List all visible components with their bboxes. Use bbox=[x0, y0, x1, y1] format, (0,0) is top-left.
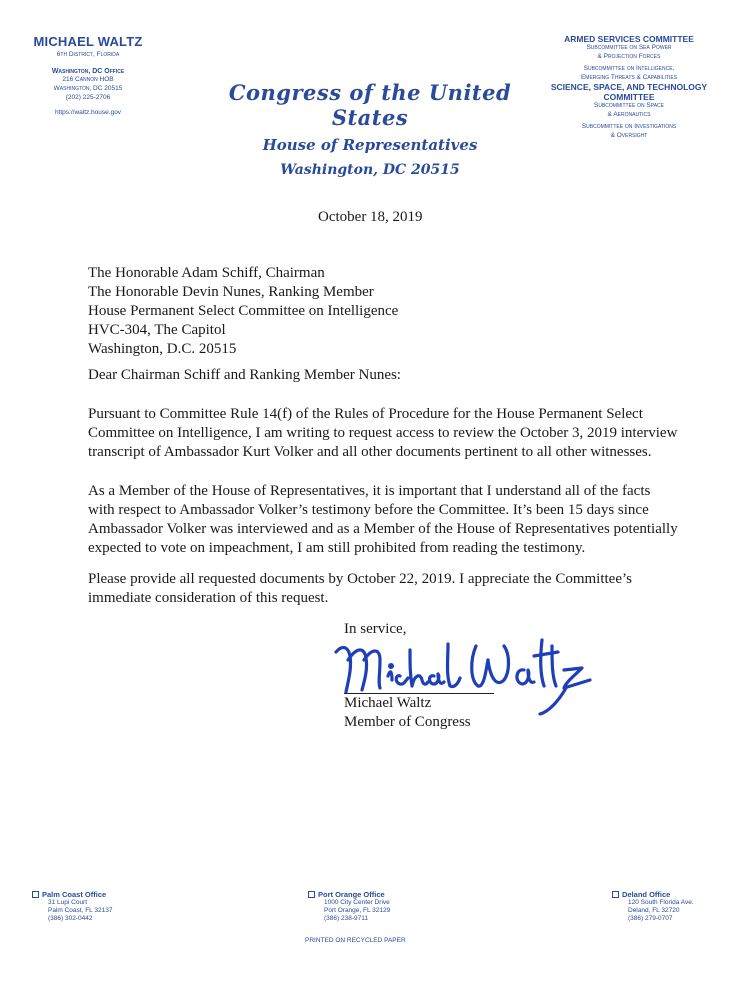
congress-letterhead bbox=[200, 80, 540, 178]
office-line: Deland, FL 32720 bbox=[628, 907, 680, 914]
office-line: 1000 City Center Drive bbox=[324, 899, 390, 906]
member-letterhead bbox=[28, 34, 148, 116]
committee-science-cont: COMMITTEE bbox=[603, 92, 655, 102]
subcommittee-line: Subcommittee on Sea Power bbox=[586, 44, 672, 51]
subcommittee-line: Emerging Threats & Capabilities bbox=[580, 73, 678, 81]
subcommittee-line: & Projection Forces bbox=[597, 52, 661, 60]
office-name: Deland Office bbox=[622, 890, 671, 899]
dc-office-title: Washington, DC Office bbox=[51, 68, 125, 75]
house-title: House of Representatives bbox=[262, 136, 478, 154]
address-line: House Permanent Select Committee on Intelligence bbox=[88, 303, 399, 319]
closing: In service, bbox=[344, 621, 407, 637]
letter-date: October 18, 2019 bbox=[318, 209, 423, 225]
congress-title: Congress of the United States bbox=[228, 80, 512, 130]
subcommittee-line: & Oversight bbox=[610, 131, 648, 139]
dc-office-line: (202) 225-2706 bbox=[65, 94, 111, 101]
checkbox-icon bbox=[308, 891, 315, 898]
office-name: Palm Coast Office bbox=[42, 890, 107, 899]
signer-title: Member of Congress bbox=[344, 714, 471, 730]
office-line: 120 South Florida Ave. bbox=[628, 899, 694, 906]
recycled-paper-note: PRINTED ON RECYCLED PAPER bbox=[305, 937, 406, 944]
subcommittee-line: Subcommittee on Investigations bbox=[581, 123, 677, 130]
checkbox-icon bbox=[32, 891, 39, 898]
committee-list bbox=[534, 34, 724, 140]
paragraph-deadline: Please provide all requested documents by October 22, 2019. I appreciate the Committee’s immediate consideration of this request. bbox=[88, 571, 633, 606]
signer-name: Michael Waltz bbox=[344, 695, 432, 711]
member-name: MICHAEL WALTZ bbox=[33, 34, 143, 49]
member-district: 6th District, Florida bbox=[56, 51, 120, 58]
office-line: 31 Lupi Court bbox=[48, 899, 88, 906]
washington-title: Washington, DC 20515 bbox=[280, 162, 460, 178]
checkbox-icon bbox=[612, 891, 619, 898]
paragraph-reason: As a Member of the House of Representatives, it is important that I understand all of the facts with respect to Ambassador Volker’s testimony before the Committee. It’s been 15 days since Ambassador Volker was interviewed and as a Member of the House of Representatives potentially expected to vote on impeachment, I am still prohibited from reading the testimony. bbox=[88, 483, 678, 556]
committee-science: SCIENCE, SPACE, AND TECHNOLOGY bbox=[550, 82, 708, 92]
paragraph-request: Pursuant to Committee Rule 14(f) of the Rules of Procedure for the House Permanent Select Committee on Intelligence, I am writing to request access to review the October 3, 2019 interview transcript of Ambassador Kurt Volker and all other documents pertinent to all other witnesses. bbox=[88, 406, 678, 460]
salutation: Dear Chairman Schiff and Ranking Member Nunes: bbox=[88, 367, 401, 383]
inside-address bbox=[88, 264, 398, 359]
office-line: (386) 302-0442 bbox=[48, 915, 93, 922]
subcommittee-line: Subcommittee on Intelligence, bbox=[583, 65, 675, 72]
address-line: The Honorable Adam Schiff, Chairman bbox=[88, 265, 325, 281]
committee-armed-services: ARMED SERVICES COMMITTEE bbox=[564, 34, 694, 44]
subcommittee-line: & Aeronautics bbox=[607, 110, 651, 118]
district-office-palm-coast bbox=[32, 890, 112, 923]
office-line: (386) 279-0707 bbox=[628, 915, 673, 922]
address-line: Washington, D.C. 20515 bbox=[88, 341, 237, 357]
office-line: Palm Coast, FL 32137 bbox=[48, 907, 113, 914]
signature-line bbox=[344, 693, 494, 694]
address-line: The Honorable Devin Nunes, Ranking Member bbox=[88, 284, 374, 300]
district-office-deland bbox=[612, 890, 694, 923]
district-office-port-orange bbox=[308, 890, 390, 923]
dc-office-line: Washington, DC 20515 bbox=[53, 85, 123, 92]
office-line: (386) 238-9711 bbox=[324, 915, 368, 922]
member-website[interactable]: https://waltz.house.gov bbox=[54, 109, 122, 116]
subcommittee-line: Subcommittee on Space bbox=[594, 102, 664, 109]
office-name: Port Orange Office bbox=[318, 890, 385, 899]
address-line: HVC-304, The Capitol bbox=[88, 322, 226, 338]
office-line: Port Orange, FL 32129 bbox=[324, 907, 391, 914]
dc-office-line: 216 Cannon HOB bbox=[62, 76, 114, 83]
